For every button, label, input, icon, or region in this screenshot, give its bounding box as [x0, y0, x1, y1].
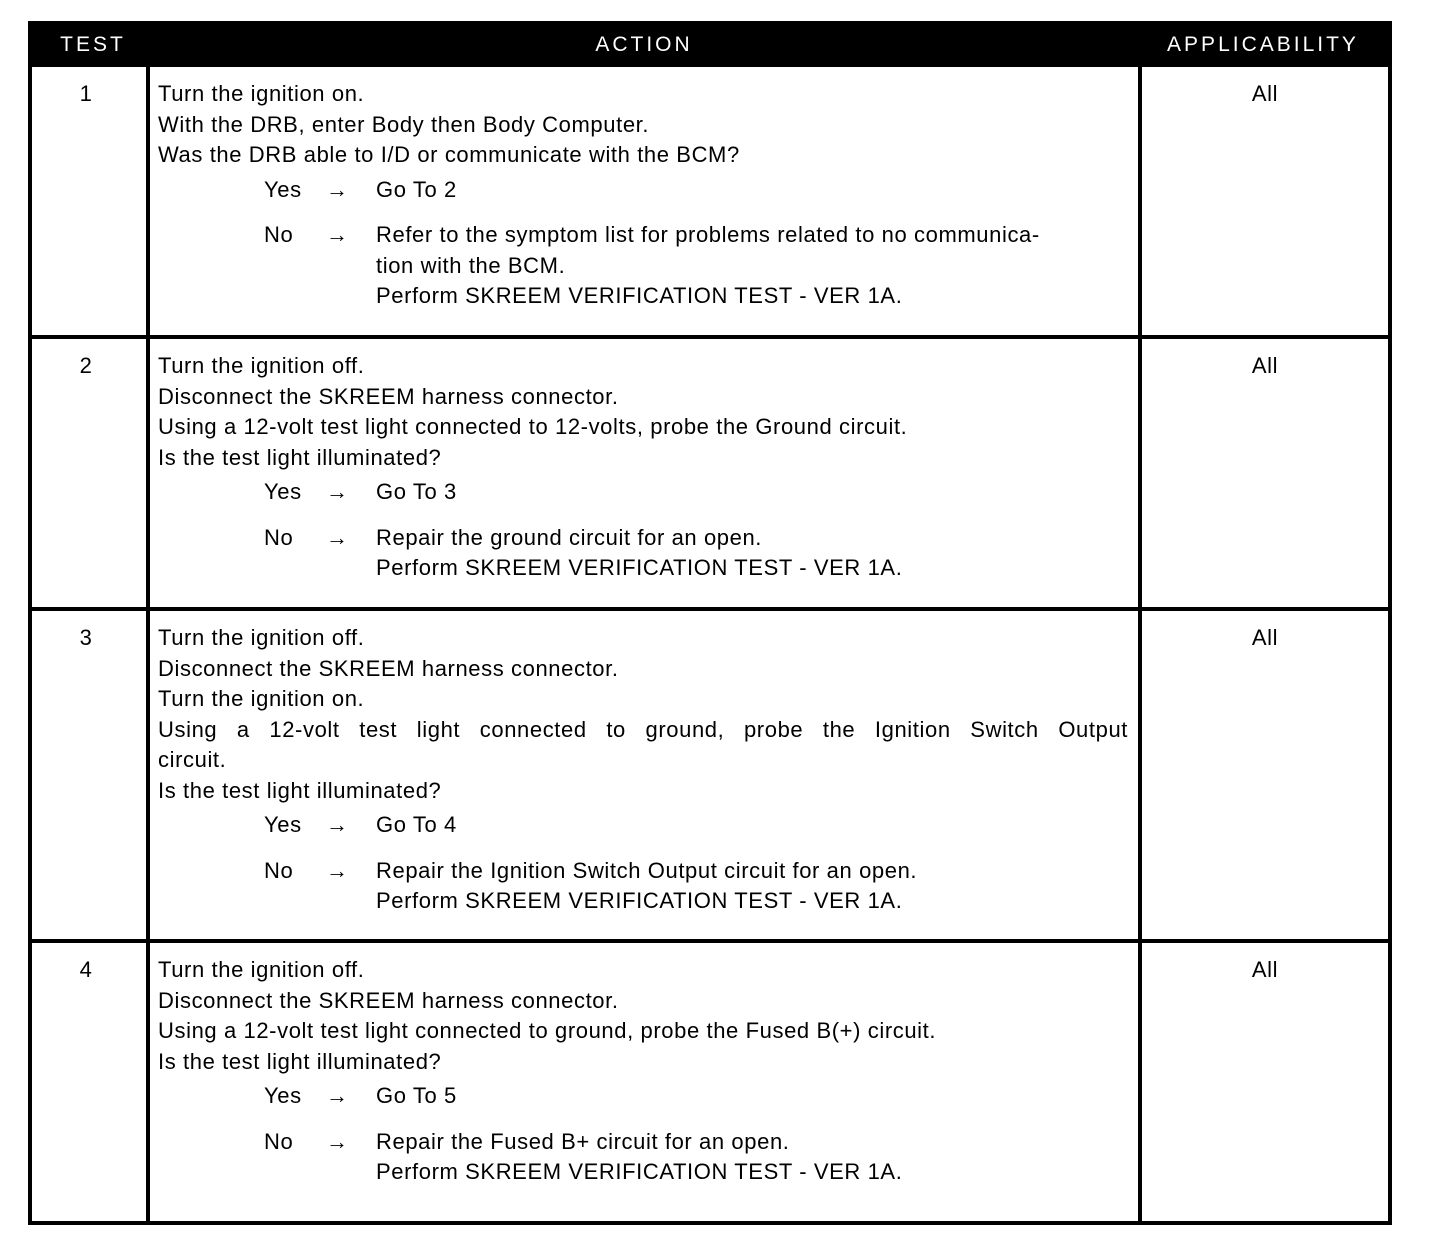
instruction-line: Using a 12-volt test light connected to ground, probe the Fused B(+) circuit.	[158, 1018, 937, 1043]
no-branch	[264, 856, 1128, 917]
arrow-right-icon: →	[326, 857, 349, 883]
no-result-line: Perform SKREEM VERIFICATION TEST - VER 1A.	[376, 1159, 903, 1184]
arrow-right-icon: →	[326, 222, 349, 247]
action-cell	[150, 607, 1138, 939]
instruction-line: circuit.	[158, 747, 227, 772]
instruction-line: Is the test light illuminated?	[158, 777, 442, 803]
arrow-right-icon: →	[326, 176, 349, 202]
header-action: ACTION	[150, 25, 1138, 63]
diagnostic-test-table	[28, 21, 1392, 1225]
action-cell	[150, 63, 1138, 335]
no-label: No	[264, 222, 294, 247]
instruction-line: Turn the ignition off.	[158, 957, 365, 982]
instruction-line: Is the test light illuminated?	[158, 444, 442, 470]
action-cell	[150, 335, 1138, 607]
instruction-line: Turn the ignition on.	[158, 686, 365, 711]
instruction-line: Turn the ignition on.	[158, 81, 365, 106]
yes-branch	[264, 810, 1128, 841]
test-number: 3	[32, 607, 150, 939]
result-branches	[264, 477, 1128, 584]
test-number: 2	[32, 335, 150, 607]
no-result-line: Perform SKREEM VERIFICATION TEST - VER 1A.	[376, 283, 903, 308]
instruction-line: Turn the ignition off.	[158, 353, 365, 378]
no-result-line: Repair the ground circuit for an open.	[376, 524, 763, 550]
arrow-right-icon: →	[326, 479, 349, 504]
no-result-line: Perform SKREEM VERIFICATION TEST - VER 1A.	[376, 555, 903, 580]
yes-label: Yes	[264, 1083, 302, 1108]
result-branches	[264, 175, 1128, 312]
yes-label: Yes	[264, 812, 302, 837]
yes-result-line: Go To 4	[376, 812, 457, 837]
instruction-line: Turn the ignition off.	[158, 625, 365, 650]
yes-label: Yes	[264, 479, 302, 504]
no-result-line: Repair the Ignition Switch Output circuit for an open.	[376, 857, 918, 883]
yes-result-line: Go To 5	[376, 1083, 457, 1108]
instruction-line: With the DRB, enter Body then Body Computer.	[158, 111, 650, 137]
no-result-line: Refer to the symptom list for problems related to no communica-	[376, 222, 1040, 247]
yes-result-line: Go To 2	[376, 176, 457, 202]
applicability-value: All	[1138, 607, 1388, 939]
instruction-line: Disconnect the SKREEM harness connector.	[158, 987, 619, 1013]
applicability-value: All	[1138, 939, 1388, 1221]
instruction-line: Disconnect the SKREEM harness connector.	[158, 383, 619, 409]
no-result-line: Perform SKREEM VERIFICATION TEST - VER 1A.	[376, 888, 903, 913]
instruction-line: Disconnect the SKREEM harness connector.	[158, 655, 619, 681]
instruction-line: Is the test light illuminated?	[158, 1048, 442, 1074]
no-label: No	[264, 1128, 294, 1154]
no-label: No	[264, 857, 294, 883]
yes-result-line: Go To 3	[376, 479, 457, 504]
no-result-line: tion with the BCM.	[376, 252, 566, 278]
result-branches	[264, 810, 1128, 917]
no-branch	[264, 220, 1128, 312]
no-result-line: Repair the Fused B+ circuit for an open.	[376, 1128, 790, 1154]
arrow-right-icon: →	[326, 812, 349, 837]
test-number: 1	[32, 63, 150, 335]
arrow-right-icon: →	[326, 1083, 349, 1108]
instruction-line: Was the DRB able to I/D or communicate with the BCM?	[158, 142, 740, 167]
yes-branch	[264, 477, 1128, 508]
header-applicability: APPLICABILITY	[1138, 25, 1388, 63]
yes-branch	[264, 1081, 1128, 1112]
applicability-value: All	[1138, 335, 1388, 607]
instruction-line: Using a 12-volt test light connected to ground, probe the Ignition Switch Output	[158, 716, 1128, 742]
no-branch	[264, 523, 1128, 584]
result-branches	[264, 1081, 1128, 1188]
instruction-line: Using a 12-volt test light connected to 12-volts, probe the Ground circuit.	[158, 414, 908, 439]
no-branch	[264, 1127, 1128, 1188]
header-test: TEST	[32, 25, 150, 63]
arrow-right-icon: →	[326, 524, 349, 550]
applicability-value: All	[1138, 63, 1388, 335]
yes-branch	[264, 175, 1128, 206]
arrow-right-icon: →	[326, 1128, 349, 1154]
test-number: 4	[32, 939, 150, 1221]
action-cell	[150, 939, 1138, 1221]
no-label: No	[264, 524, 294, 550]
yes-label: Yes	[264, 176, 302, 202]
